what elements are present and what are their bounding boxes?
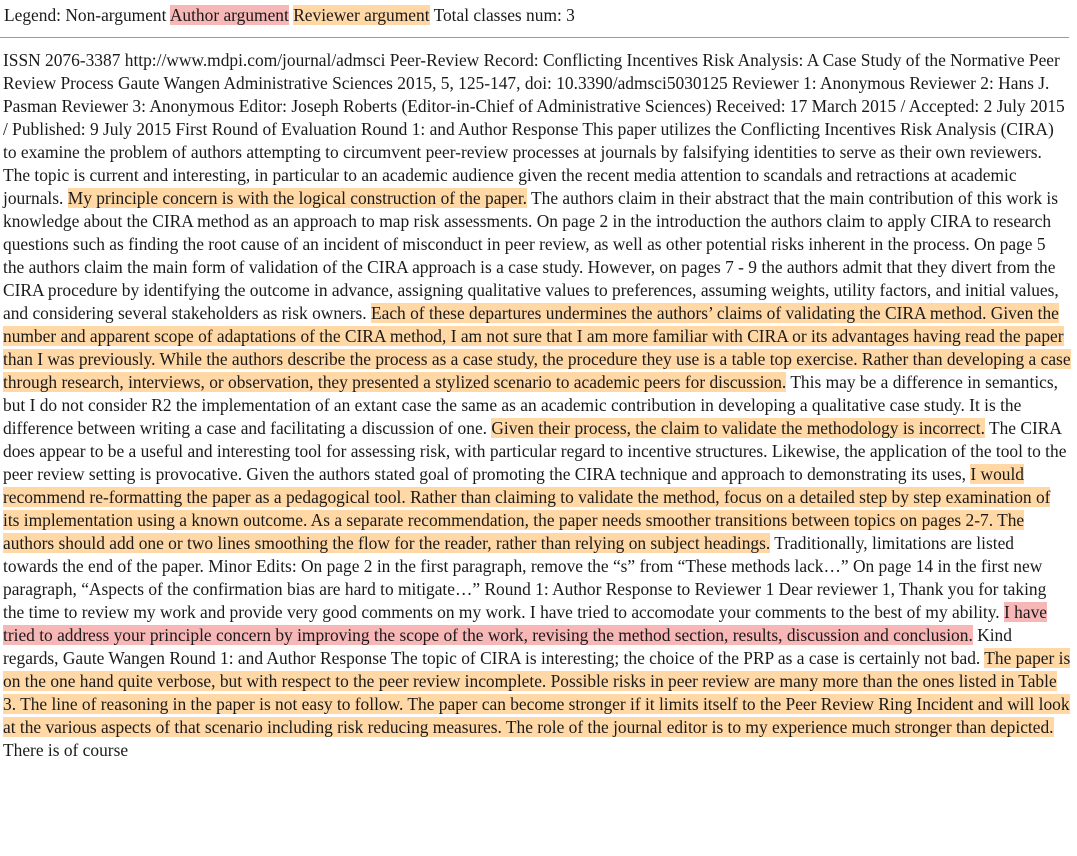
legend-prefix: Legend:	[4, 5, 61, 25]
segment-non-argument: The CIRA does appear to be a useful and interesting tool for assessing risk, with particular regard to incentive structures. Likewise, the application of the tool to the peer review setting is provocative. Given the authors stated goal of promoting the CIRA technique and approach to demonstrating its uses,	[3, 418, 1067, 484]
segment-non-argument: The authors claim in their abstract that the main contribution of this work is knowledge about the CIRA method as an approach to map risk assessments. On page 2 in the introduction the authors claim to apply CIRA to research questions such as finding the root cause of an incident of misconduct in peer review, as well as other potential risks inherent in the process. On page 5 the authors claim the main form of validation of the CIRA approach is a case study. However, on pages 7 - 9 the authors admit that they divert from the CIRA procedure by identifying the outcome in advance, assigning qualitative values to preferences, assuming weights, utility factors, and initial values, and considering several stakeholders as risk owners.	[3, 188, 1059, 323]
legend-reviewer-argument: Reviewer argument	[293, 5, 430, 25]
segment-reviewer-argument: Each of these departures undermines the authors’ claims of validating the CIRA method. Given the number and apparent scope of adaptations of the CIRA method, I am not sure that I am more familiar with CIRA or its advantages having read the paper than I was previously. While the authors describe the process as a case study, the procedure they use is a table top exercise. Rather than developing a case through research, interviews, or observation, they presented a stylized scenario to academic peers for discussion.	[3, 303, 1071, 392]
segment-non-argument: This may be a difference in semantics, but I do not consider R2 the implementation of an extant case the same as an academic contribution in developing a qualitative case study. It is the difference between writing a case and facilitating a discussion of one.	[3, 372, 1059, 438]
segment-reviewer-argument: I would recommend re-formatting the paper as a pedagogical tool. Rather than claiming to validate the method, focus on a detailed step by step examination of its implementation using a known outcome. As a separate recommendation, the paper needs smoother transitions between topics on pages 2-7. The authors should add one or two lines smoothing the flow for the reader, rather than relying on subject headings.	[3, 464, 1051, 553]
segment-author-argument: I have tried to address your principle concern by improving the scope of the work, revising the method section, results, discussion and conclusion.	[3, 602, 1047, 645]
segment-reviewer-argument: Given their process, the claim to validate the methodology is incorrect.	[491, 418, 985, 438]
legend-non-argument: Non-argument	[65, 5, 167, 25]
divider	[0, 37, 1069, 38]
legend-author-argument: Author argument	[169, 5, 289, 25]
segment-reviewer-argument: The paper is on the one hand quite verbose, but with respect to the peer review incomplete. Possible risks in peer review are many more than the ones listed in Table 3. The line of reasoning in the paper is not easy to follow. The paper can become stronger if it limits itself to the Peer Review Ring Incident and will look at the various aspects of that scenario including risk reducing measures. The role of the journal editor is to my experience much stronger than depicted.	[3, 648, 1071, 737]
segment-non-argument: There is of course	[3, 740, 129, 760]
segment-non-argument: ISSN 2076-3387 http://www.mdpi.com/journal/admsci Peer-Review Record: Conflicting Incentives Risk Analysis: A Case Study of the Normative Peer Review Process Gaute Wangen Administrative Sciences 2015, 5, 125-147, doi: 10.3390/admsci5030125 Reviewer 1: Anonymous Reviewer 2: Hans J. Pasman Reviewer 3: Anonymous Editor: Joseph Roberts (Editor-in-Chief of Administrative Sciences) Received: 17 March 2015 / Accepted: 2 July 2015 / Published: 9 July 2015 First Round of Evaluation Round 1: and Author Response This paper utilizes the Conflicting Incentives Risk Analysis (CIRA) to examine the problem of authors attempting to circumvent peer-review processes at journals by falsifying identities to serve as their own reviewers. The topic is current and interesting, in particular to an academic audience given the recent media attention to scandals and retractions at academic journals.	[3, 50, 1065, 208]
legend	[4, 4, 575, 27]
segment-reviewer-argument: My principle concern is with the logical construction of the paper.	[67, 188, 528, 208]
document-body	[3, 49, 1071, 762]
segment-non-argument: Traditionally, limitations are listed towards the end of the paper. Minor Edits: On page 2 in the first paragraph, remove the “s” from “These methods lack…” On page 14 in the first new paragraph, “Aspects of the confirmation bias are hard to mitigate…” Round 1: Author Response to Reviewer 1 Dear reviewer 1, Thank you for taking the time to review my work and provide very good comments on my work. I have tried to accomodate your comments to the best of my ability.	[3, 533, 1047, 622]
segment-non-argument: Kind regards, Gaute Wangen Round 1: and Author Response The topic of CIRA is interesting; the choice of the PRP as a case is certainly not bad.	[3, 625, 1012, 668]
legend-total-classes: Total classes num: 3	[433, 5, 575, 25]
